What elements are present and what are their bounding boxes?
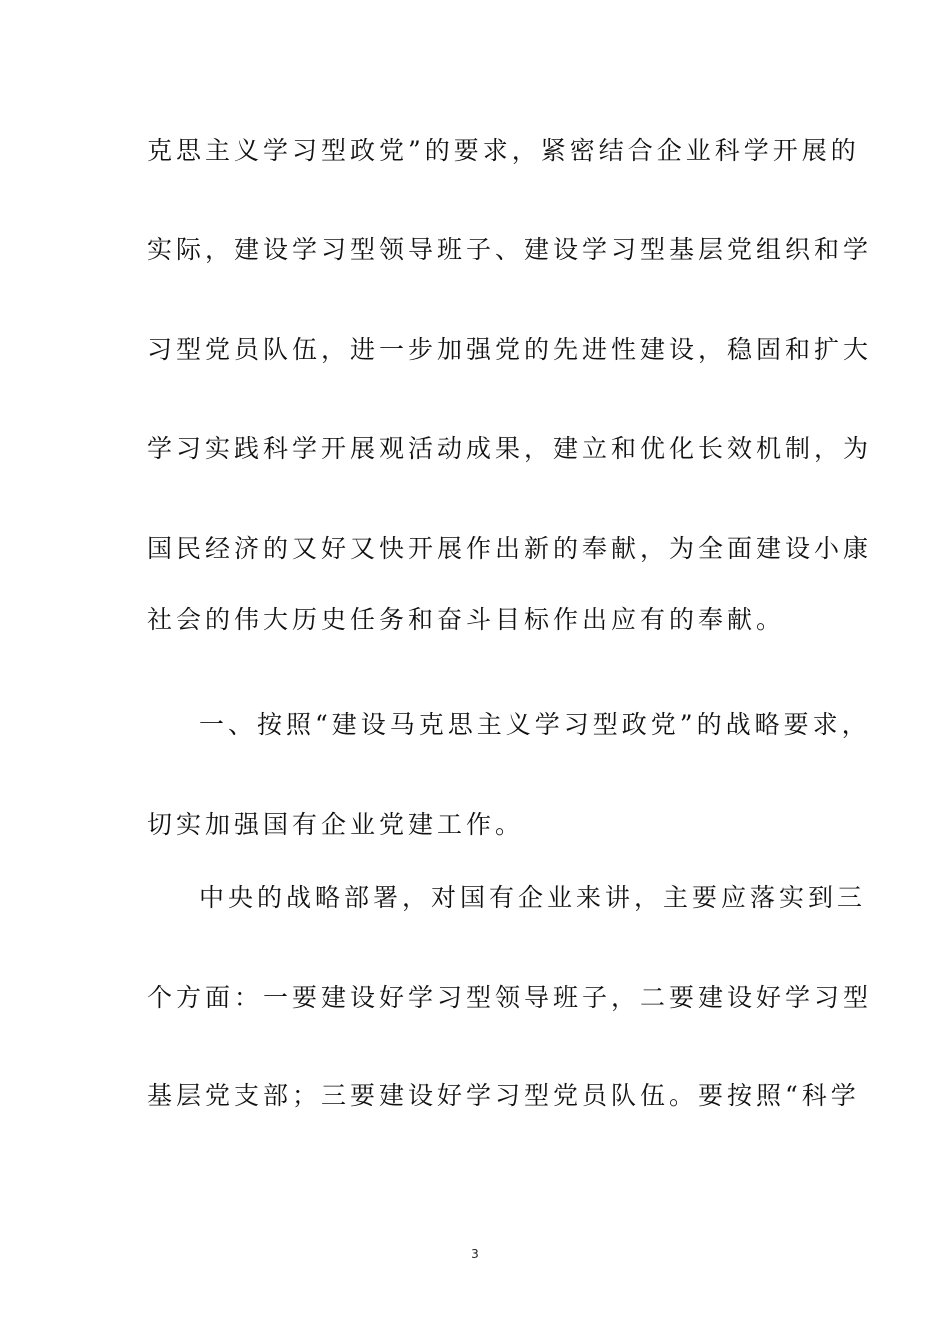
- section-heading-line-2: 切实加强国有企业党建工作。: [147, 810, 525, 839]
- text-line-5: 国民经济的又好又快开展作出新的奉献，为全面建设小康: [147, 534, 873, 563]
- text-line-2: 实际，建设学习型领导班子、建设学习型基层党组织和学: [147, 235, 873, 264]
- text-line-10: 个方面：一要建设好学习型领导班子，二要建设好学习型: [147, 983, 873, 1012]
- section-heading-line-1: 一、按照“建设马克思主义学习型政党”的战略要求，: [199, 710, 871, 739]
- text-line-6: 社会的伟大历史任务和奋斗目标作出应有的奉献。: [147, 605, 786, 634]
- page-number: 3: [471, 1247, 479, 1261]
- text-line-3: 习型党员队伍，进一步加强党的先进性建设，稳固和扩大: [147, 335, 873, 364]
- text-line-4: 学习实践科学开展观活动成果，建立和优化长效机制，为: [147, 434, 873, 463]
- text-line-11: 基层党支部；三要建设好学习型党员队伍。要按照“科学: [147, 1081, 860, 1110]
- text-line-9: 中央的战略部署，对国有企业来讲，主要应落实到三: [199, 883, 867, 912]
- text-line-1: 克思主义学习型政党”的要求，紧密结合企业科学开展的: [147, 136, 860, 165]
